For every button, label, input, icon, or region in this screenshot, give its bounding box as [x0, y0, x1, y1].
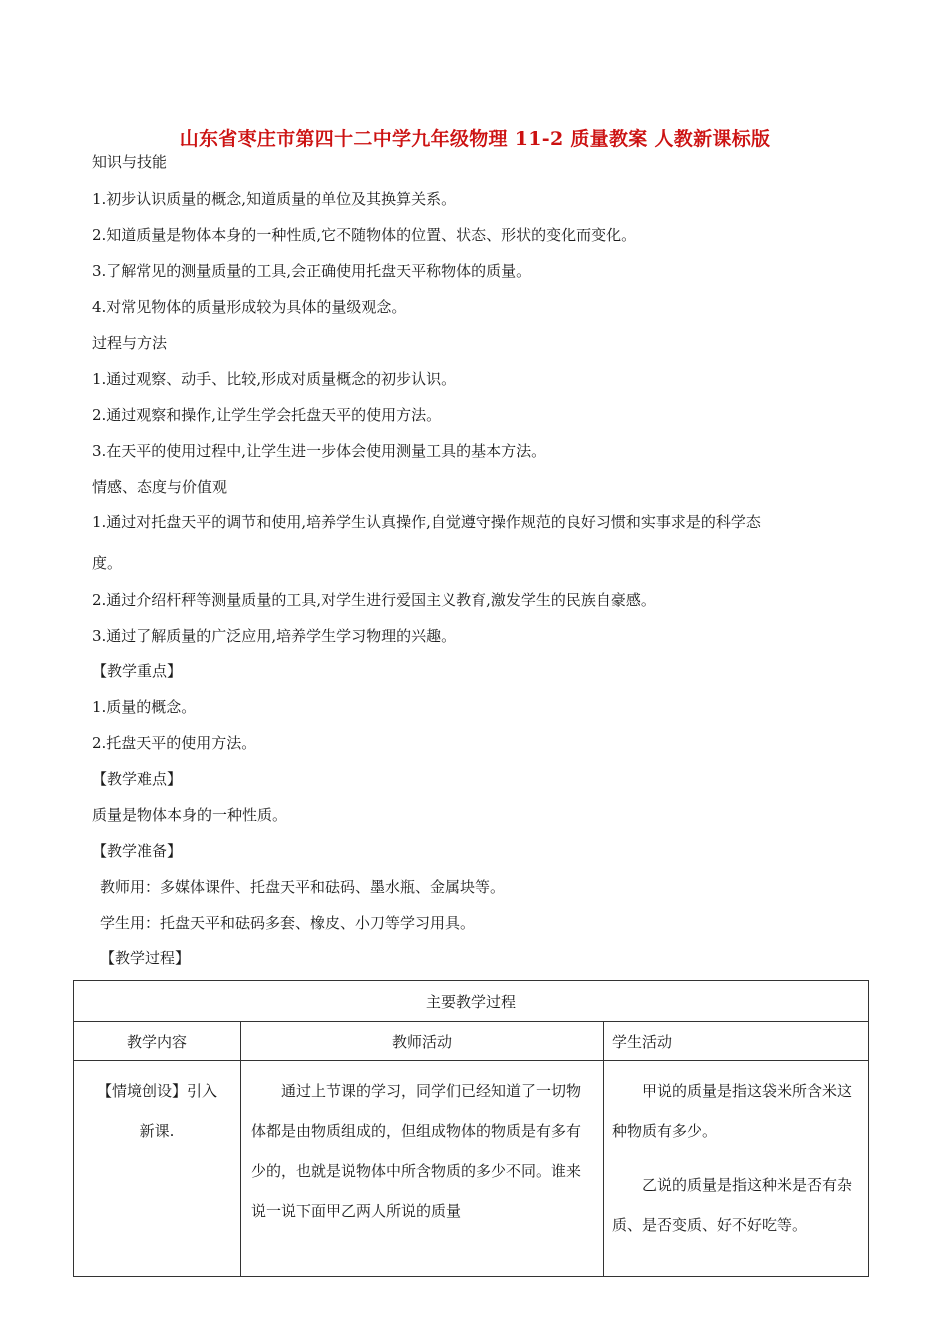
key-point-item: 1.质量的概念。	[92, 698, 197, 716]
student-paragraph: 乙说的质量是指这种米是否有杂质、是否变质、好不好吃等。	[612, 1176, 853, 1234]
student-paragraph: 甲说的质量是指这袋米所含米这种物质有多少。	[612, 1082, 853, 1140]
teaching-process-table	[73, 980, 869, 1277]
process-heading: 过程与方法	[92, 334, 168, 352]
difficulty-text: 质量是物体本身的一种性质。	[92, 806, 288, 824]
knowledge-item: 1.初步认识质量的概念,知道质量的单位及其换算关系。	[92, 190, 457, 208]
table-row	[74, 1061, 869, 1277]
emotion-item: 2.通过介绍杆秤等测量质量的工具,对学生进行爱国主义教育,激发学生的民族自豪感。	[92, 591, 656, 609]
process-item: 2.通过观察和操作,让学生学会托盘天平的使用方法。	[92, 406, 442, 424]
key-points-heading: 【教学重点】	[92, 662, 183, 680]
cell-content	[74, 1061, 241, 1277]
preparation-teacher: 教师用：多媒体课件、托盘天平和砝码、墨水瓶、金属块等。	[100, 878, 506, 896]
process-item: 1.通过观察、动手、比较,形成对质量概念的初步认识。	[92, 370, 457, 388]
emotion-item: 1.通过对托盘天平的调节和使用,培养学生认真操作,自觉遵守操作规范的良好习惯和实事求是的科学态	[92, 513, 761, 531]
knowledge-item: 2.知道质量是物体本身的一种性质,它不随物体的位置、状态、形状的变化而变化。	[92, 226, 637, 244]
table-header-row	[74, 1022, 869, 1061]
knowledge-item: 4.对常见物体的质量形成较为具体的量级观念。	[92, 298, 407, 316]
emotion-heading: 情感、态度与价值观	[92, 478, 228, 496]
header-student: 学生活动	[604, 1022, 869, 1061]
table-caption: 主要教学过程	[74, 981, 869, 1022]
cell-content-line: 【情境创设】引入	[96, 1082, 217, 1100]
knowledge-item: 3.了解常见的测量质量的工具,会正确使用托盘天平称物体的质量。	[92, 262, 532, 280]
emotion-item-continued: 度。	[92, 554, 123, 572]
knowledge-heading: 知识与技能	[92, 153, 168, 171]
preparation-student: 学生用：托盘天平和砝码多套、橡皮、小刀等学习用具。	[100, 914, 476, 932]
preparation-heading: 【教学准备】	[92, 842, 183, 860]
teaching-process-heading: 【教学过程】	[100, 949, 191, 967]
process-item: 3.在天平的使用过程中,让学生进一步体会使用测量工具的基本方法。	[92, 442, 547, 460]
cell-teacher: 通过上节课的学习，同学们已经知道了一切物体都是由物质组成的，但组成物体的物质是有多有少的，也就是说物体中所含物质的多少不同。谁来说一说下面甲乙两人所说的质量	[241, 1061, 604, 1277]
cell-student	[604, 1061, 869, 1277]
cell-content-line: 新课.	[139, 1122, 175, 1140]
emotion-item: 3.通过了解质量的广泛应用,培养学生学习物理的兴趣。	[92, 627, 457, 645]
difficulty-heading: 【教学难点】	[92, 770, 183, 788]
header-content: 教学内容	[74, 1022, 241, 1061]
key-point-item: 2.托盘天平的使用方法。	[92, 734, 257, 752]
header-teacher: 教师活动	[241, 1022, 604, 1061]
document-title: 山东省枣庄市第四十二中学九年级物理 11-2 质量教案 人教新课标版	[179, 128, 771, 150]
